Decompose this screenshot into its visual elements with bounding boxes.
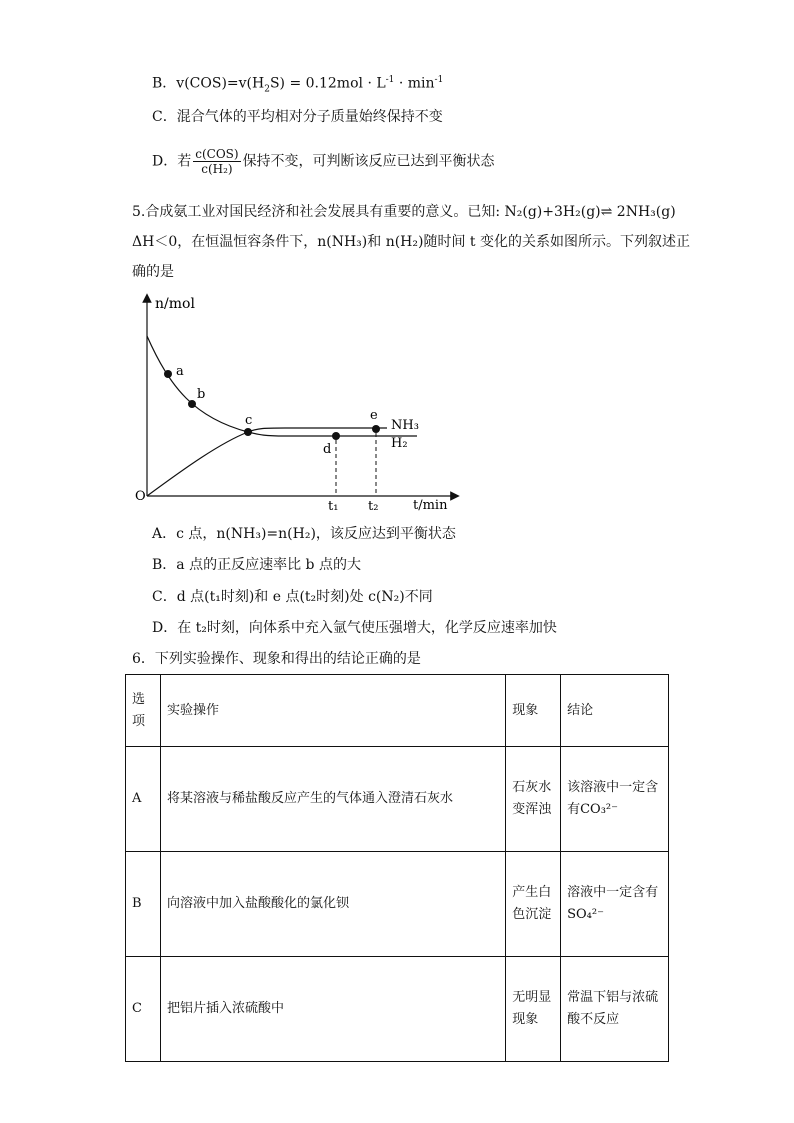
table-header-row [126, 675, 669, 747]
point-d-label: d [323, 442, 332, 457]
q5-option-d: D．在 t₂时刻，向体系中充入氩气使压强增大，化学反应速率加快 [152, 620, 557, 636]
q5-stem-line2: ΔH＜0，在恒温恒容条件下，n(NH₃)和 n(H₂)随时间 t 变化的关系如图所示。下列叙述正 [132, 234, 690, 250]
t1-label: t₁ [328, 499, 339, 514]
q4-option-d: D．若 $\frac{\text{c(COS)}}{\text{c(H₂)}}$ 保持不变，可判断该反应已达到平衡状态 [152, 147, 495, 176]
q4-option-c: C．混合气体的平均相对分子质量始终保持不变 [152, 109, 443, 125]
nh3-label: NH₃ [391, 418, 419, 433]
point-b-label: b [197, 387, 206, 402]
table-row: B 向溶液中加入盐酸酸化的氯化钡 产生白色沉淀 溶液中一定含有SO₄²⁻ [126, 852, 669, 957]
header-phenomenon: 现象 [506, 675, 561, 747]
equilibrium-graph [125, 288, 465, 518]
point-c [244, 428, 252, 436]
q4-option-b: B．$v(COS)=v(H_2S) = 0.12mol \cdot L^{-1} \cdot \min^{-1}$ [152, 75, 444, 95]
q5-option-c: C．d 点(t₁时刻)和 e 点(t₂时刻)处 c(N₂)不同 [152, 589, 433, 605]
y-axis-label: n/mol [155, 296, 195, 312]
h2-label: H₂ [391, 436, 408, 451]
t2-label: t₂ [368, 499, 379, 514]
header-conclusion: 结论 [561, 675, 669, 747]
q5-option-a: A．c 点，n(NH₃)=n(H₂)，该反应达到平衡状态 [152, 526, 456, 542]
point-c-label: c [245, 413, 253, 428]
q5-stem-line1: 5.合成氨工业对国民经济和社会发展具有重要的意义。已知: N₂(g)+3H₂(g)⇌ 2NH₃(g) [132, 204, 676, 220]
point-d [332, 432, 340, 440]
q5-option-b: B．a 点的正反应速率比 b 点的大 [152, 557, 361, 573]
table-row: C 把铝片插入浓硫酸中 无明显现象 常温下铝与浓硫酸不反应 [126, 957, 669, 1062]
point-e [372, 425, 380, 433]
q6-table [125, 674, 669, 1062]
q6-stem: 6．下列实验操作、现象和得出的结论正确的是 [132, 651, 421, 667]
x-axis-label: t/min [413, 498, 448, 513]
point-e-label: e [370, 408, 378, 423]
header-option: 选项 [126, 675, 161, 747]
q5-stem-line3: 确的是 [132, 264, 174, 280]
table-row: A 将某溶液与稀盐酸反应产生的气体通入澄清石灰水 石灰水变浑浊 该溶液中一定含有CO₃²⁻ [126, 747, 669, 852]
origin-label: O [135, 489, 146, 504]
nh3-curve [147, 428, 387, 496]
point-b [188, 400, 196, 408]
fraction-cos-h2: $\frac{\text{c(COS)}}{\text{c(H₂)}}$ [195, 147, 239, 176]
point-a [164, 370, 172, 378]
header-operation: 实验操作 [160, 675, 505, 747]
point-a-label: a [176, 364, 184, 379]
